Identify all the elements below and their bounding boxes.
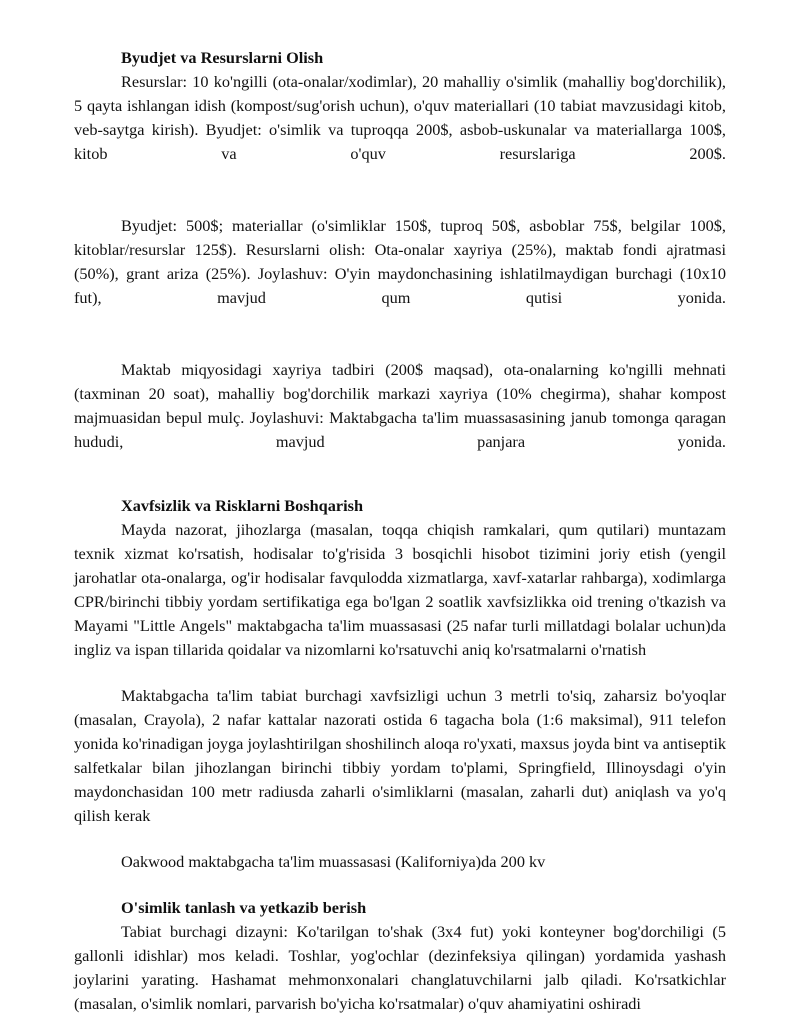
document-page	[74, 46, 726, 1016]
budget-heading: Byudjet va Resurslarni Olish	[121, 48, 324, 67]
spacer	[74, 662, 726, 684]
spacer	[74, 874, 726, 896]
safety-paragraph-2: Maktabgacha ta'lim tabiat burchagi xavfsizligi uchun 3 metrli to'siq, zaharsiz bo'yoqlar (masalan, Crayola), 2 nafar kattalar nazorati ostida 6 tagacha bola (1:6 maksimal), 911 telefon yonida ko'rinadigan joyga joylashtirilgan shoshilinch aloqa ro'yxati, maxsus joyda bint va antiseptik salfetkalar bilan jihozlangan birinchi tibbiy yordam to'plami, Springfield, Illinoysdagi o'yin maydonchasidan 100 metr radiusda zaharli o'simliklarni (masalan, zaharli dut) aniqlash va yo'q qilish kerak	[74, 686, 726, 825]
spacer	[74, 828, 726, 850]
budget-paragraph-2: Byudjet: 500$; materiallar (o'simliklar 150$, tuproq 50$, asboblar 75$, belgilar 100$, kitoblar/resurslar 125$). Resurslarni olish: Ota-onalar xayriya (25%), maktab fondi ajratmasi (50%), grant ariza (25%). Joylashuv: O'yin maydonchasining ishlatilmaydigan burchagi (10x10 fut), mavjud qum qutisi yonida.	[74, 216, 726, 307]
spacer	[74, 454, 726, 494]
spacer	[74, 166, 726, 214]
safety-heading: Xavfsizlik va Risklarni Boshqarish	[121, 496, 364, 515]
spacer	[74, 310, 726, 358]
plants-heading: O'simlik tanlash va yetkazib berish	[121, 898, 367, 917]
safety-paragraph-3: Oakwood maktabgacha ta'lim muassasasi (Kaliforniya)da 200 kv	[121, 852, 546, 871]
budget-paragraph-1: Resurslar: 10 ko'ngilli (ota-onalar/xodimlar), 20 mahalliy o'simlik (mahalliy bog'dorchilik), 5 qayta ishlangan idish (kompost/sug'orish uchun), o'quv materiallari (10 tabiat mavzusidagi kitob, veb-saytga kirish). Byudjet: o'simlik va tuproqqa 200$, asbob-uskunalar va materiallarga 100$, kitob va o'quv resurslariga 200$.	[74, 72, 726, 163]
budget-paragraph-3: Maktab miqyosidagi xayriya tadbiri (200$ maqsad), ota-onalarning ko'ngilli mehnati (taxminan 20 soat), mahalliy bog'dorchilik markazi xayriya (10% chegirma), shahar kompost majmuasidan bepul mulç. Joylashuvi: Maktabgacha ta'lim muassasasining janub tomonga qaragan hududi, mavjud panjara yonida.	[74, 360, 726, 451]
plants-paragraph-1: Tabiat burchagi dizayni: Ko'tarilgan to'shak (3x4 fut) yoki konteyner bog'dorchiligi (5 gallonli idishlar) mos keladi. Toshlar, yog'ochlar (dezinfeksiya qilingan) yordamida yashash joylarini yarating. Hashamat mehmonxonalari changlatuvchilarni jalb qiladi. Ko'rsatkichlar (masalan, o'simlik nomlari, parvarish bo'yicha ko'rsatmalar) o'quv ahamiyatini oshiradi	[74, 922, 726, 1013]
safety-paragraph-1: Mayda nazorat, jihozlarga (masalan, toqqa chiqish ramkalari, qum qutilari) muntazam texnik xizmat ko'rsatish, hodisalar to'g'risida 3 bosqichli hisobot tizimini joriy etish (yengil jarohatlar ota-onalarga, og'ir hodisalar favqulodda xizmatlarga, xavf-xatarlar rahbarga), xodimlarga CPR/birinchi tibbiy yordam sertifikatiga ega bo'lgan 2 soatlik xavfsizlikka oid trening o'tkazish va Mayami "Little Angels" maktabgacha ta'lim muassasasi (25 nafar turli millatdagi bolalar uchun)da ingliz va ispan tillarida qoidalar va nizomlarni ko'rsatuvchi aniq ko'rsatmalarni o'rnatish	[74, 520, 726, 659]
